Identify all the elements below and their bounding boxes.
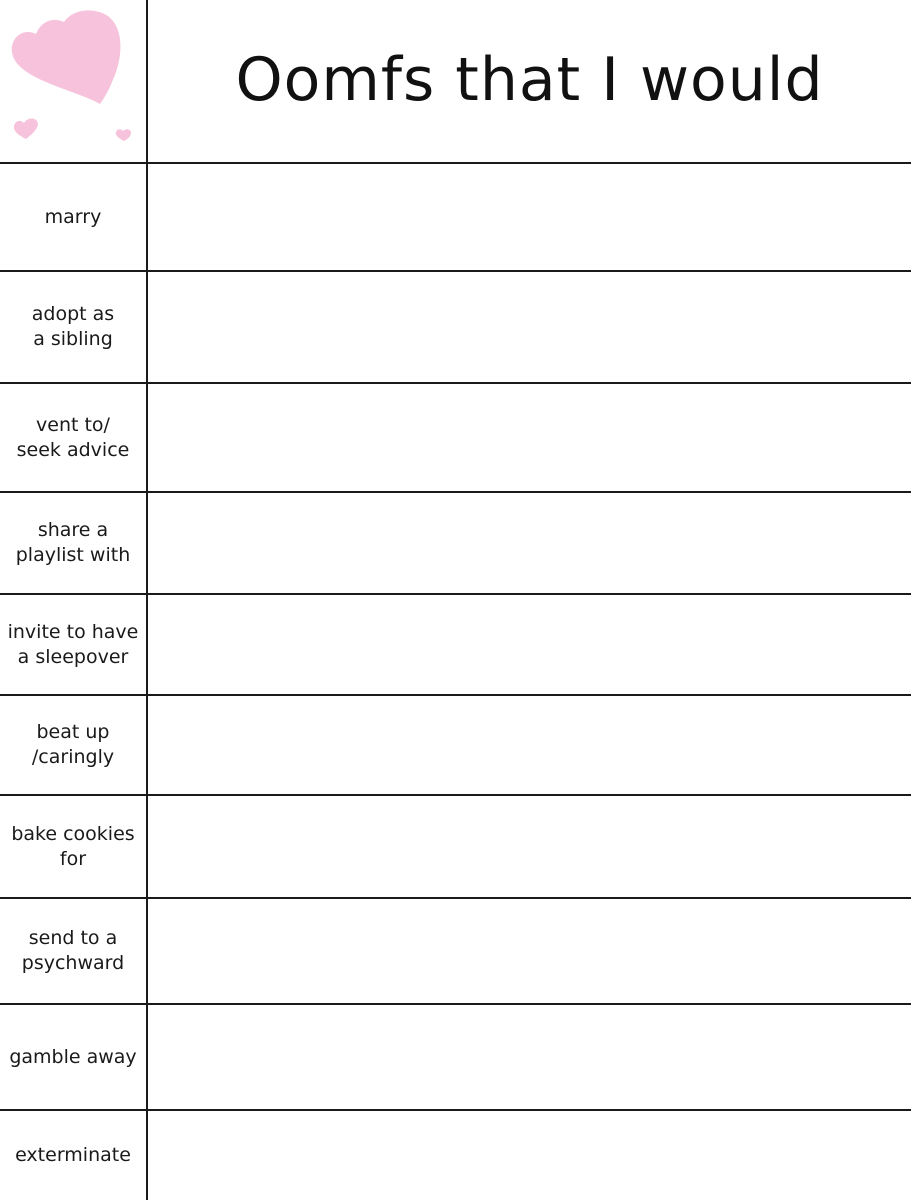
- row-label-send-psychward: send to a psychward: [21, 927, 125, 974]
- big-heart-icon: [12, 10, 121, 104]
- page-title: Oomfs that I would: [235, 44, 824, 115]
- row-label-gamble-away: gamble away: [9, 1045, 137, 1068]
- row-label-cell: [0, 164, 146, 270]
- row-label-cell: [0, 595, 146, 694]
- answer-cell: [148, 899, 911, 1003]
- row-label-share-playlist: share a playlist with: [15, 519, 131, 566]
- row-label-cell: [0, 272, 146, 382]
- row-label-cell: [0, 796, 146, 897]
- answer-cell: [148, 384, 911, 491]
- row-label-vent-to: vent to/ seek advice: [16, 413, 130, 461]
- row-label-cell: [0, 696, 146, 794]
- row-label-beat-up: beat up /caringly: [31, 721, 115, 768]
- answer-cell: [148, 796, 911, 897]
- answer-cell: [148, 493, 911, 593]
- row-label-cell: [0, 899, 146, 1003]
- row-label-adopt-as-sibling: adopt as a sibling: [31, 303, 115, 350]
- hearts-decoration: [0, 0, 146, 163]
- header-cell: [148, 0, 911, 163]
- answer-cell: [148, 595, 911, 694]
- row-label-bake-cookies: bake cookies for: [11, 822, 135, 870]
- tiny-heart-icon: [116, 129, 131, 141]
- row-label-cell: [0, 1005, 146, 1109]
- row-label-marry: marry: [44, 205, 102, 228]
- row-label-cell: [0, 493, 146, 593]
- row-label-invite-sleepover: invite to have a sleepover: [7, 620, 139, 668]
- answer-cell: [148, 696, 911, 794]
- answer-cell: [148, 272, 911, 382]
- row-label-exterminate: exterminate: [15, 1144, 131, 1166]
- row-label-cell: [0, 384, 146, 491]
- answer-cell: [148, 1005, 911, 1109]
- answer-cell: [148, 164, 911, 270]
- answer-cell: [148, 1111, 911, 1200]
- small-heart-icon: [14, 119, 38, 139]
- row-label-cell: [0, 1111, 146, 1200]
